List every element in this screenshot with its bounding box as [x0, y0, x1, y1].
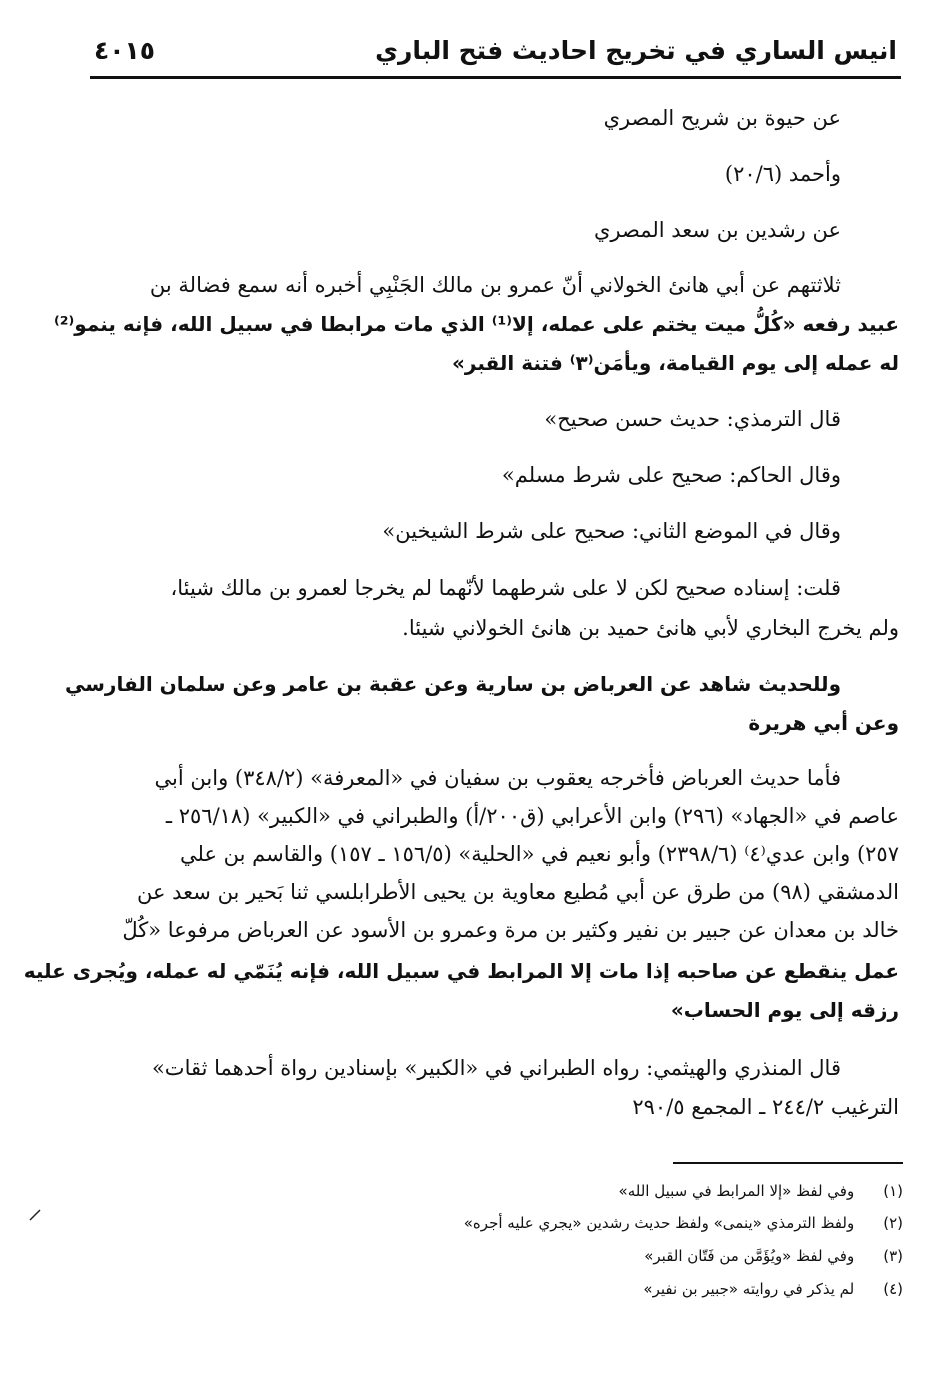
- page-number: ٤٠١٥: [94, 36, 156, 65]
- footnote-text: وفي لفظ «ويُؤَمَّن من فَتّان القبر»: [644, 1247, 855, 1265]
- text-line: خالد بن معدان عن جبير بن نفير وكثير بن مرة وعمرو بن الأسود عن العرباض مرفوعا «كُلّ: [122, 918, 899, 942]
- footnote-number: (٤): [883, 1280, 903, 1298]
- hadith-text-line: له عمله إلى يوم القيامة، ويأمَن⁽٣⁾ فتنة القبر»: [451, 351, 899, 375]
- text-line: قلت: إسناده صحيح لكن لا على شرطهما لأنّهما لم يخرجا لعمرو بن مالك شيئا،: [170, 576, 841, 600]
- text-line: فأما حديث العرباض فأخرجه يعقوب بن سفيان في «المعرفة» (٣٤٨/٢) وابن أبي: [154, 766, 841, 790]
- text-line: وأحمد (٢٠/٦): [724, 162, 841, 186]
- footnote: [380, 1245, 903, 1267]
- footnote-text: لم يذكر في روايته «جبير بن نفير»: [643, 1280, 855, 1298]
- running-header: [90, 34, 901, 79]
- section-heading-line: وللحديث شاهد عن العرباض بن سارية وعن عقبة بن عامر وعن سلمان الفارسي: [65, 672, 841, 696]
- text-line: وقال الحاكم: صحيح على شرط مسلم»: [501, 463, 841, 487]
- footnote: [380, 1180, 903, 1202]
- text-line: عن حيوة بن شريح المصري: [603, 106, 841, 130]
- text-line: ٢٥٧) وابن عدي⁽٤⁾ (٢٣٩٨/٦) وأبو نعيم في «الحلية» (١٥٦/٥ ـ ١٥٧) والقاسم بن علي: [179, 842, 899, 866]
- hadith-text-line: رزقه إلى يوم الحساب»: [670, 998, 899, 1022]
- footnote: [380, 1212, 903, 1234]
- footnote: [380, 1278, 903, 1300]
- text-line: ولم يخرج البخاري لأبي هانئ حميد بن هانئ الخولاني شيئا.: [402, 616, 899, 640]
- section-heading-line: وعن أبي هريرة: [748, 711, 899, 735]
- footnote-text: ولفظ الترمذي «ينمى» ولفظ حديث رشدين «يجري عليه أجره»: [463, 1214, 855, 1232]
- footnote-number: (٣): [883, 1247, 903, 1265]
- book-title: انيس الساري في تخريج احاديث فتح الباري: [375, 36, 897, 65]
- text-line: الدمشقي (٩٨) من طرق عن أبي مُطيع معاوية بن يحيى الأطرابلسي ثنا بَحير بن سعد عن: [136, 880, 899, 904]
- hadith-text-line: عبيد رفعه «كُلُّ ميت يختم على عمله، إلا⁽¹⁾ الذي مات مرابطا في سبيل الله، فإنه ينمو⁽²⁾: [54, 312, 899, 336]
- text-line: عاصم في «الجهاد» (٢٩٦) وابن الأعرابي (ق٢٠٠/أ) والطبراني في «الكبير» (٢٥٦/١٨ ـ: [165, 804, 899, 828]
- text-line: ثلاثتهم عن أبي هانئ الخولاني أنّ عمرو بن مالك الجَنْبِي أخبره أنه سمع فضالة بن: [149, 273, 841, 297]
- text-line: وقال في الموضع الثاني: صحيح على شرط الشيخين»: [382, 519, 841, 543]
- text-line: الترغيب ٢٤٤/٢ ـ المجمع ٢٩٠/٥: [632, 1095, 899, 1119]
- text-line: قال الترمذي: حديث حسن صحيح»: [544, 407, 841, 431]
- text-line: عن رشدين بن سعد المصري: [594, 218, 841, 242]
- text-line: قال المنذري والهيثمي: رواه الطبراني في «الكبير» بإسنادين رواة أحدهما ثقات»: [151, 1056, 841, 1080]
- pen-stroke-mark: [28, 1208, 42, 1222]
- footnote-number: (٢): [883, 1214, 903, 1232]
- hadith-text-line: عمل ينقطع عن صاحبه إذا مات إلا المرابط في سبيل الله، فإنه يُنَمّي له عمله، ويُجرى عليه: [23, 959, 899, 983]
- footnote-number: (١): [883, 1182, 903, 1200]
- footnote-text: وفي لفظ «إلا المرابط في سبيل الله»: [618, 1182, 855, 1200]
- footnote-separator: [673, 1162, 903, 1164]
